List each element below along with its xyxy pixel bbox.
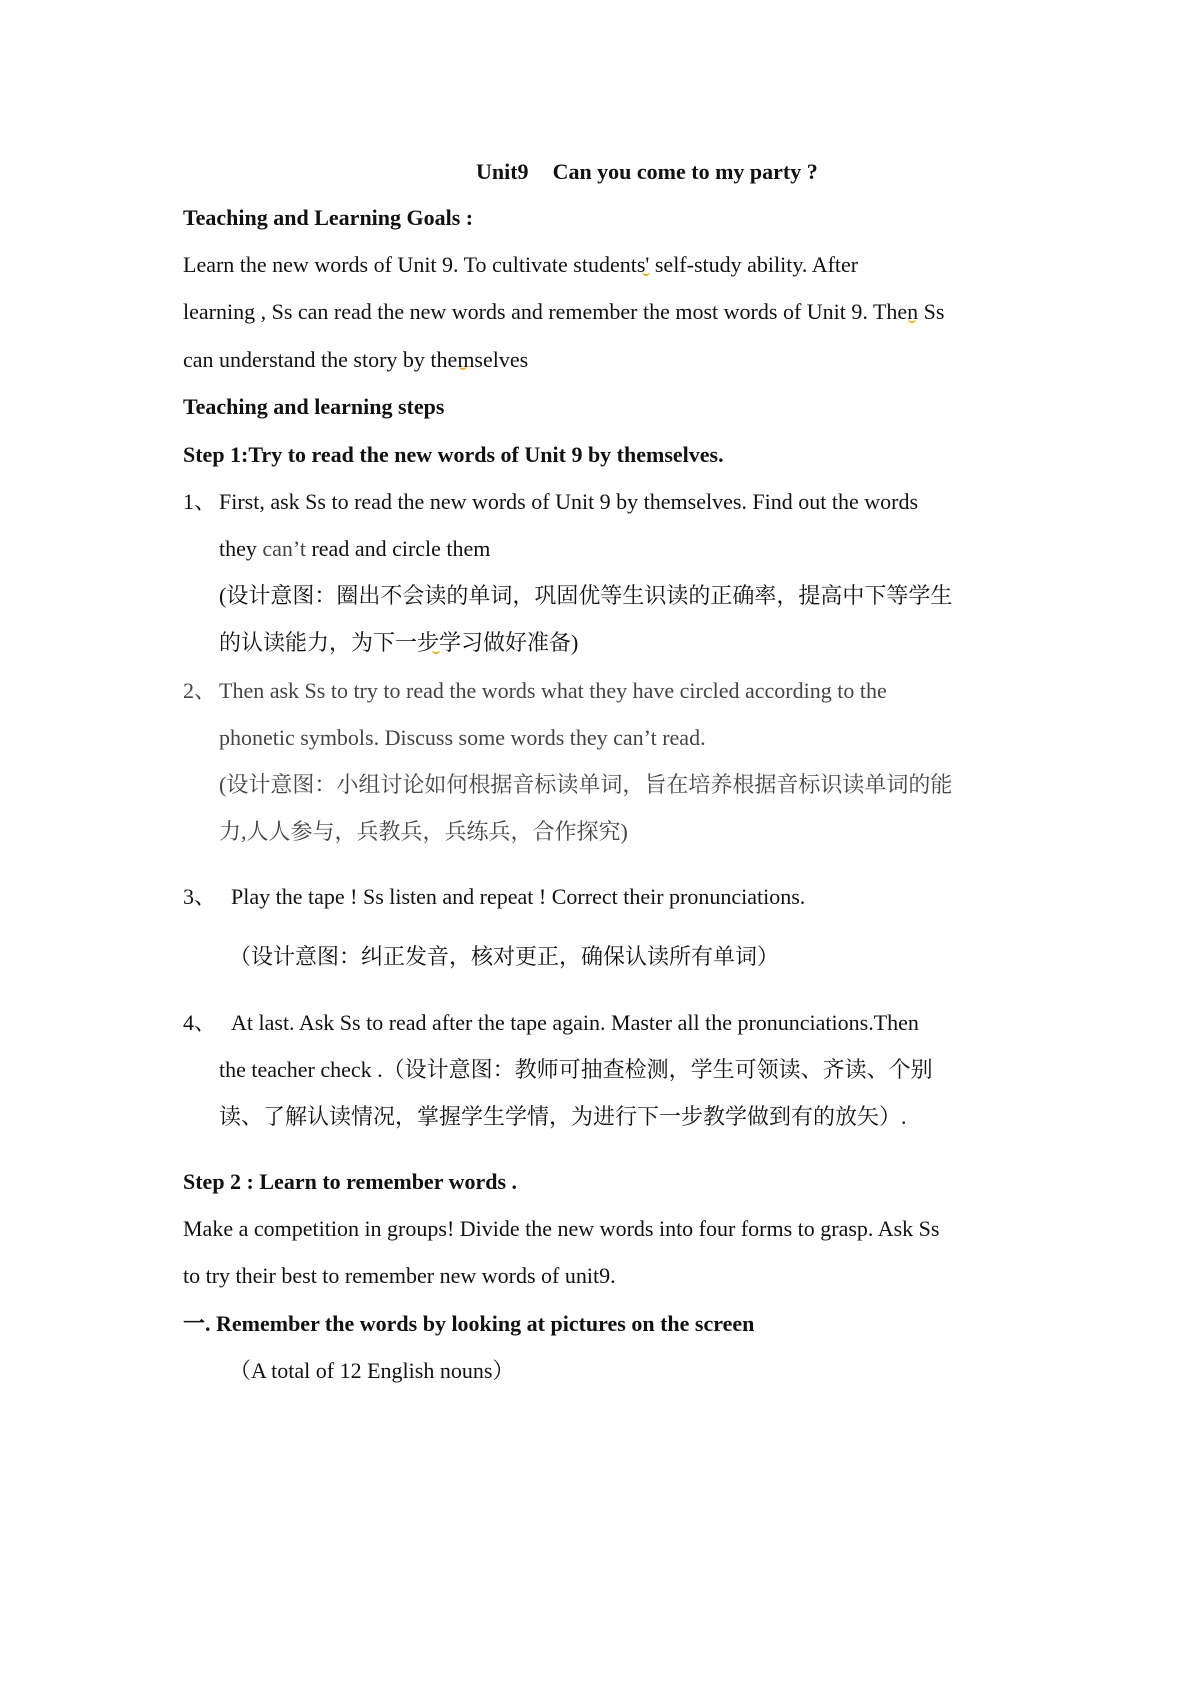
goals-line-2: learning , Ss can read the new words and remember the most words of Unit 9. Then Ss (183, 299, 945, 324)
item-2-note-1: (设计意图：小组讨论如何根据音标读单词，旨在培养根据音标识读单词的能 (219, 772, 953, 797)
item-1-line-2 (219, 535, 490, 563)
step1-heading: Step 1:Try to read the new words of Unit 9 by themselves. (183, 442, 724, 467)
title-unit: Unit9 (476, 159, 529, 184)
goals-heading: Teaching and Learning Goals : (183, 205, 474, 230)
item-1-number: 1、 (183, 489, 217, 514)
section-1-heading: 一. Remember the words by looking at pictures on the screen (183, 1311, 755, 1336)
item-2-note-2: 力,人人参与，兵教兵，兵练兵，合作探究) (219, 819, 628, 844)
item-2-line-2: phonetic symbols. Discuss some words they can’t read. (219, 725, 706, 750)
item-1-line-1 (183, 488, 918, 516)
steps-heading: Teaching and learning steps (183, 394, 445, 419)
item-1-note-2: 的认读能力，为下一步学习做好准备) (219, 630, 579, 655)
item-2-line-1 (183, 677, 887, 705)
item-1-line-2b: can’t (262, 536, 306, 561)
item-1-line-2c: read and circle them (305, 536, 491, 561)
item-4-number: 4、 (183, 1010, 217, 1035)
item-2-text: Then ask Ss to try to read the words what they have circled according to the (219, 678, 887, 703)
item-4-line-3: 读、了解认读情况，掌握学生学情，为进行下一步教学做到有的放矢）. (219, 1104, 907, 1129)
goals-line-1: Learn the new words of Unit 9. To cultivate students' self-study ability. After (183, 252, 859, 277)
item-4-line-2: the teacher check .（设计意图：教师可抽查检测，学生可领读、齐读、个别 (219, 1057, 933, 1082)
item-1-text: First, ask Ss to read the new words of Unit 9 by themselves. Find out the words (219, 489, 919, 514)
step2-line-2: to try their best to remember new words of unit9. (183, 1263, 616, 1288)
goals-line-3: can understand the story by themselves (183, 347, 529, 372)
item-3-line-1 (183, 883, 805, 911)
item-4-line-1 (183, 1009, 919, 1037)
item-2-number: 2、 (183, 678, 217, 703)
item-3-number: 3、 (183, 884, 217, 909)
section-1-note: （A total of 12 English nouns） (229, 1358, 515, 1383)
step2-heading: Step 2 : Learn to remember words . (183, 1169, 518, 1194)
edit-mark (642, 268, 650, 276)
item-1-line-2a: they (219, 536, 263, 561)
edit-mark (459, 362, 467, 370)
title-text: Can you come to my party ? (552, 159, 818, 184)
document-title (476, 158, 818, 186)
item-3-note: （设计意图：纠正发音，核对更正，确保认读所有单词） (229, 944, 780, 969)
step2-line-1: Make a competition in groups! Divide the new words into four forms to grasp. Ask Ss (183, 1216, 940, 1241)
item-3-text: Play the tape ! Ss listen and repeat ! Correct their pronunciations. (231, 884, 806, 909)
item-4-text: At last. Ask Ss to read after the tape again. Master all the pronunciations.Then (231, 1010, 919, 1035)
edit-mark (432, 646, 440, 654)
item-1-note-1: (设计意图：圈出不会读的单词，巩固优等生识读的正确率，提高中下等学生 (219, 583, 953, 608)
edit-mark (908, 315, 916, 323)
